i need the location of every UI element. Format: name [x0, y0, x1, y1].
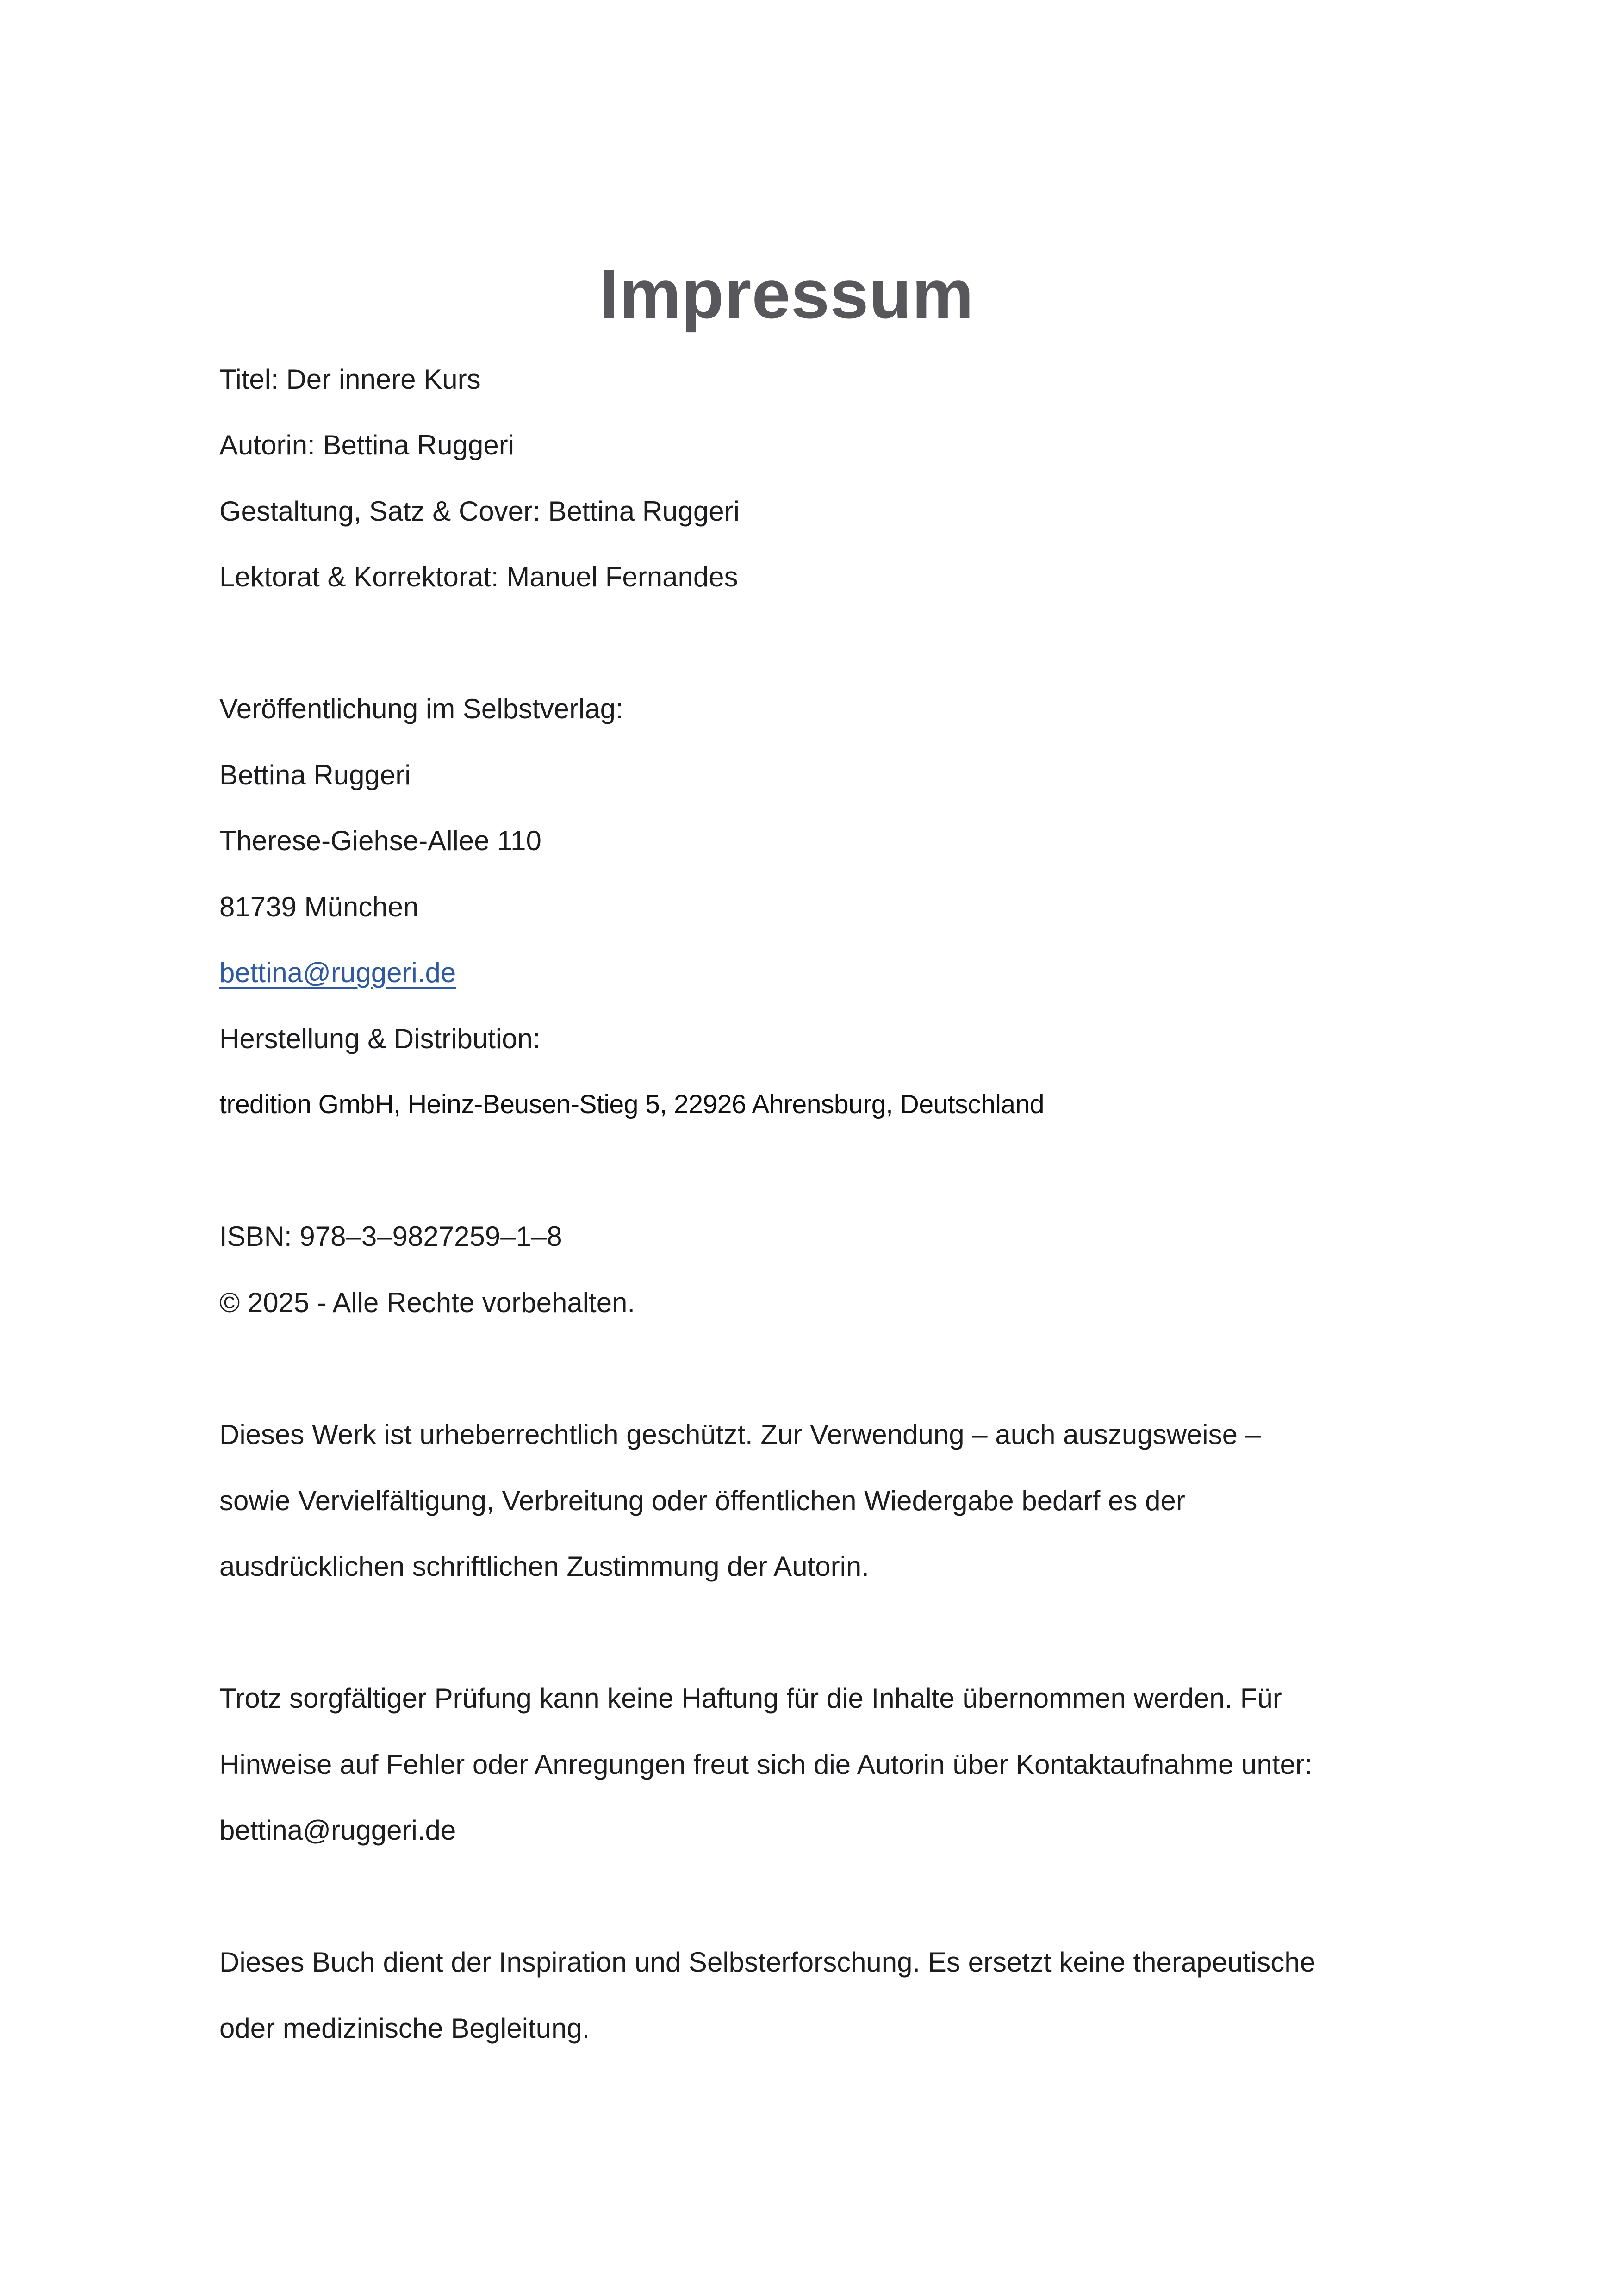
- page-title: Impressum: [599, 255, 974, 333]
- liability-line-1: Trotz sorgfältiger Prüfung kann keine Haftung für die Inhalte übernommen werden. Für: [219, 1683, 1282, 1714]
- editing-line: Lektorat & Korrektorat: Manuel Fernandes: [219, 561, 738, 592]
- copyright-line: © 2025 - Alle Rechte vorbehalten.: [219, 1287, 635, 1318]
- distributor-address: tredition GmbH, Heinz-Beusen-Stieg 5, 22926 Ahrensburg, Deutschland: [219, 1089, 1045, 1119]
- disclaimer-line-2: oder medizinische Begleitung.: [219, 2013, 590, 2044]
- publisher-street: Therese-Giehse-Allee 110: [219, 825, 541, 856]
- distribution-heading: Herstellung & Distribution:: [219, 1023, 541, 1054]
- publisher-name: Bettina Ruggeri: [219, 759, 411, 790]
- design-line: Gestaltung, Satz & Cover: Bettina Ruggeri: [219, 496, 740, 527]
- copyright-notice-line-1: Dieses Werk ist urheberrechtlich geschützt. Zur Verwendung – auch auszugsweise –: [219, 1419, 1261, 1450]
- contact-email: bettina@ruggeri.de: [219, 1815, 456, 1846]
- email-link[interactable]: bettina@ruggeri.de: [219, 957, 456, 988]
- publication-heading: Veröffentlichung im Selbstverlag:: [219, 693, 623, 724]
- isbn-line: ISBN: 978–3–9827259–1–8: [219, 1221, 562, 1252]
- title-line: Titel: Der innere Kurs: [219, 364, 481, 395]
- liability-line-2: Hinweise auf Fehler oder Anregungen freut sich die Autorin über Kontaktaufnahme unter:: [219, 1749, 1313, 1780]
- disclaimer-line-1: Dieses Buch dient der Inspiration und Selbsterforschung. Es ersetzt keine therapeutische: [219, 1947, 1316, 1978]
- author-line: Autorin: Bettina Ruggeri: [219, 429, 515, 460]
- copyright-notice-line-2: sowie Vervielfältigung, Verbreitung oder öffentlichen Wiedergabe bedarf es der: [219, 1485, 1185, 1516]
- publisher-city: 81739 München: [219, 891, 419, 922]
- copyright-notice-line-3: ausdrücklichen schriftlichen Zustimmung der Autorin.: [219, 1551, 869, 1582]
